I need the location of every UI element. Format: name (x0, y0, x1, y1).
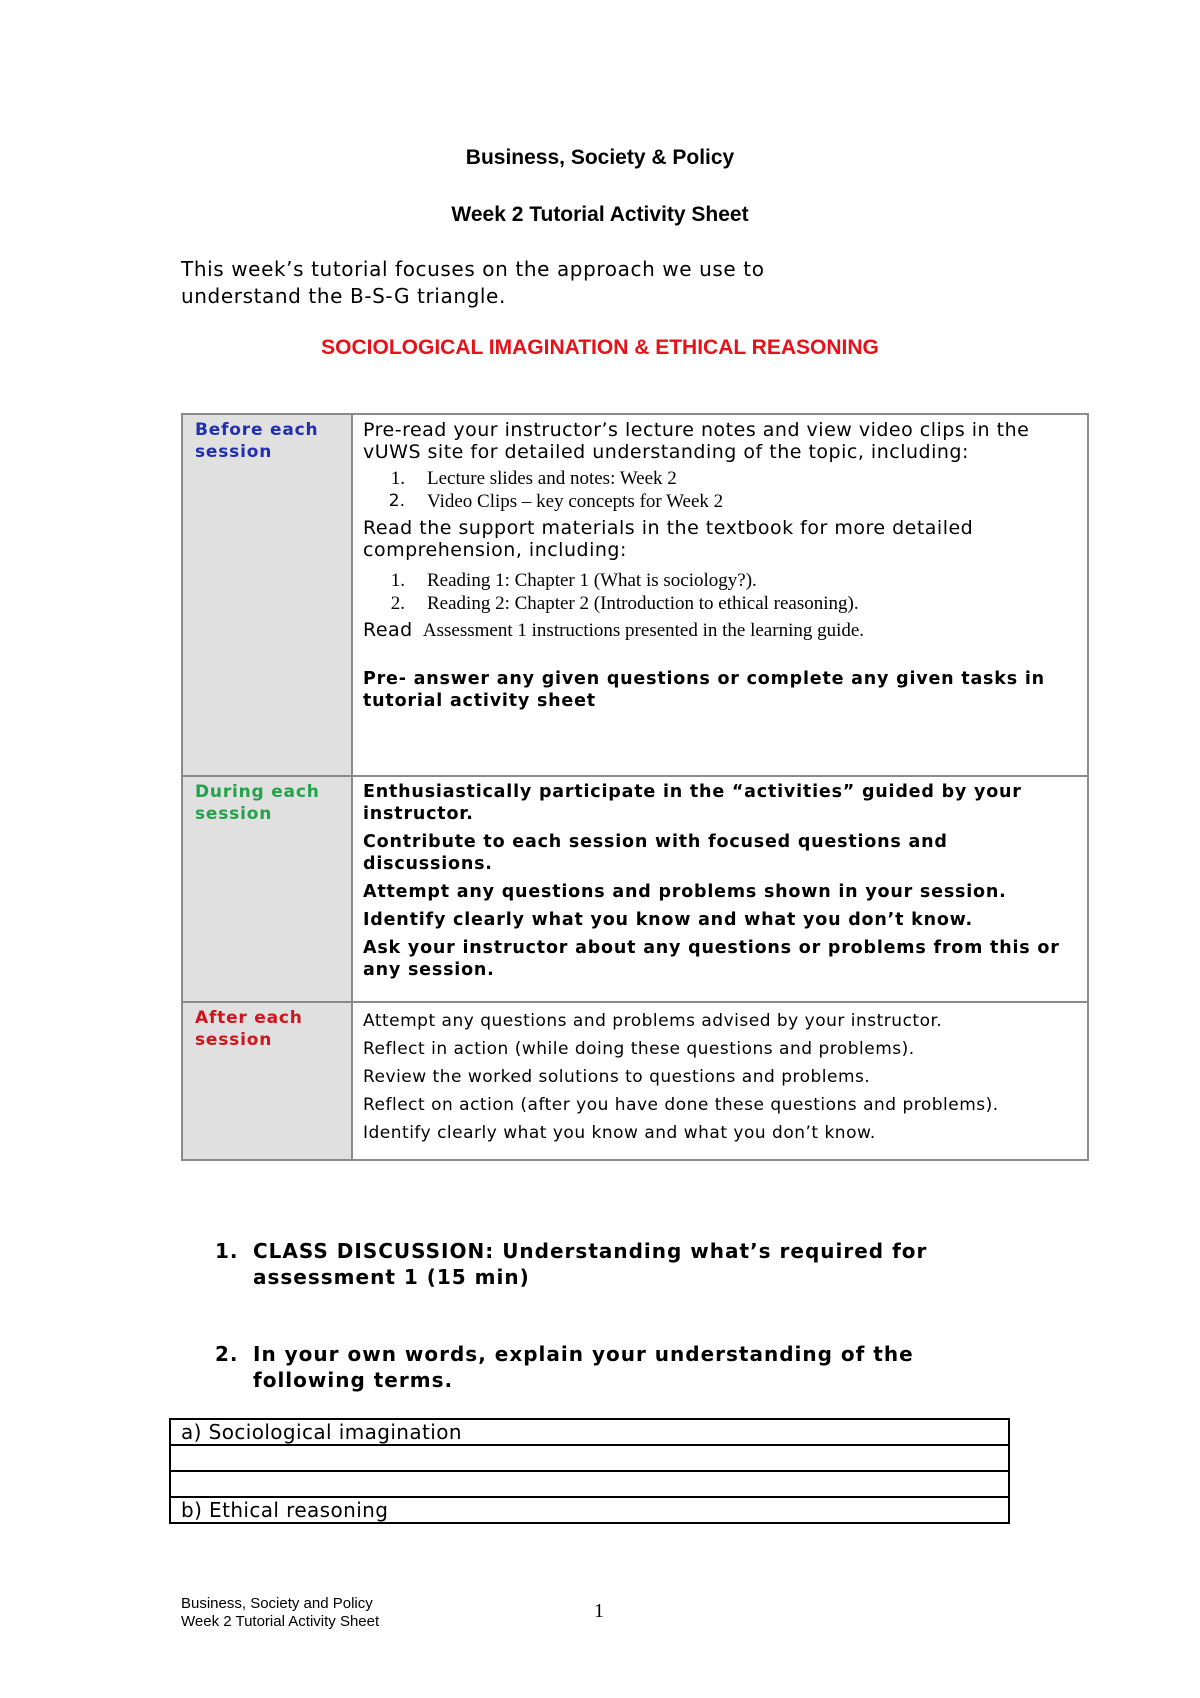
before-list-1 (363, 467, 1075, 513)
section-heading: SOCIOLOGICAL IMAGINATION & ETHICAL REASONING (321, 336, 879, 359)
list-text: Lecture slides and notes: Week 2 (427, 468, 677, 489)
table-row-before (182, 414, 1088, 776)
question-line-2: following terms. (253, 1368, 454, 1392)
list-item (363, 490, 1075, 513)
page-number: 1 (594, 1600, 604, 1622)
list-text: Reading 2: Chapter 2 (Introduction to ethical reasoning). (427, 593, 859, 614)
intro-line-2: understand the B-S-G triangle. (181, 284, 506, 308)
term-sociological-imagination[interactable]: a) Sociological imagination (170, 1419, 1009, 1445)
table-row (170, 1419, 1009, 1445)
document-title: Business, Society & Policy (465, 146, 735, 169)
term-ethical-reasoning[interactable]: b) Ethical reasoning (170, 1497, 1009, 1523)
during-label-cell (182, 776, 352, 1002)
question-2 (215, 1341, 975, 1393)
during-item: Attempt any questions and problems shown in your session. (363, 882, 1007, 902)
before-preanswer: Pre- answer any given questions or complete any given tasks in tutorial activity sheet (363, 669, 1045, 711)
intro-line-1: This week’s tutorial focuses on the approach we use to (181, 257, 765, 281)
during-item: Contribute to each session with focused questions and discussions. (363, 832, 948, 874)
during-label-line-1: During each (195, 782, 320, 802)
table-row-during (182, 776, 1088, 1002)
after-item: Attempt any questions and problems advised by your instructor. (363, 1011, 943, 1031)
document-subtitle: Week 2 Tutorial Activity Sheet (451, 203, 749, 226)
intro-paragraph (181, 256, 941, 310)
before-label-line-2: session (195, 442, 273, 462)
question-line-2: assessment 1 (15 min) (253, 1265, 530, 1289)
before-content-cell (352, 414, 1088, 776)
question-text (253, 1341, 914, 1393)
question-number: 2. (215, 1342, 239, 1366)
after-content-cell (352, 1002, 1088, 1160)
question-line-1: CLASS DISCUSSION: Understanding what’s required for (253, 1239, 928, 1263)
table-row-after (182, 1002, 1088, 1160)
after-item: Review the worked solutions to questions and problems. (363, 1067, 871, 1087)
before-list-2 (363, 569, 1075, 615)
before-intro: Pre-read your instructor’s lecture notes and view video clips in the vUWS site for detailed understanding of the topic, including: (363, 419, 1030, 463)
before-support: Read the support materials in the textbook for more detailed comprehension, including: (363, 517, 974, 561)
after-item: Identify clearly what you know and what you don’t know. (363, 1123, 876, 1143)
table-row (170, 1471, 1009, 1497)
question-text (253, 1238, 927, 1290)
list-number: 1. (390, 570, 405, 591)
term-answer-field[interactable] (170, 1445, 1009, 1471)
before-read-line (363, 619, 1075, 642)
footer-text (181, 1595, 379, 1631)
activity-table (181, 413, 1089, 1161)
after-label-line-2: session (195, 1030, 273, 1050)
list-number: 1. (390, 468, 405, 489)
list-text: Video Clips – key concepts for Week 2 (427, 491, 724, 512)
question-number: 1. (215, 1239, 239, 1263)
during-item: Identify clearly what you know and what you don’t know. (363, 910, 973, 930)
table-row (170, 1445, 1009, 1471)
list-number: 2. (388, 491, 405, 511)
read-rest: Assessment 1 instructions presented in the learning guide. (422, 620, 865, 641)
after-item: Reflect on action (after you have done these questions and problems). (363, 1095, 999, 1115)
question-line-1: In your own words, explain your understanding of the (253, 1342, 914, 1366)
before-label-line-1: Before each (195, 420, 319, 440)
terms-table (169, 1418, 1010, 1524)
before-label-cell (182, 414, 352, 776)
after-item: Reflect in action (while doing these questions and problems). (363, 1039, 915, 1059)
table-row (170, 1497, 1009, 1523)
during-item: Ask your instructor about any questions or problems from this or any session. (363, 938, 1060, 980)
footer-line-1: Business, Society and Policy (181, 1595, 373, 1612)
read-word: Read (363, 619, 413, 641)
list-text: Reading 1: Chapter 1 (What is sociology?). (427, 570, 757, 591)
after-label-line-1: After each (195, 1008, 303, 1028)
after-label-cell (182, 1002, 352, 1160)
during-item: Enthusiastically participate in the “activities” guided by your instructor. (363, 782, 1022, 824)
list-number: 2. (390, 593, 405, 614)
term-answer-field[interactable] (170, 1471, 1009, 1497)
during-label-line-2: session (195, 804, 273, 824)
list-item (363, 467, 1075, 490)
list-item (363, 569, 1075, 592)
question-1 (215, 1238, 975, 1290)
list-item (363, 592, 1075, 615)
footer-line-2: Week 2 Tutorial Activity Sheet (181, 1613, 380, 1630)
during-content-cell (352, 776, 1088, 1002)
